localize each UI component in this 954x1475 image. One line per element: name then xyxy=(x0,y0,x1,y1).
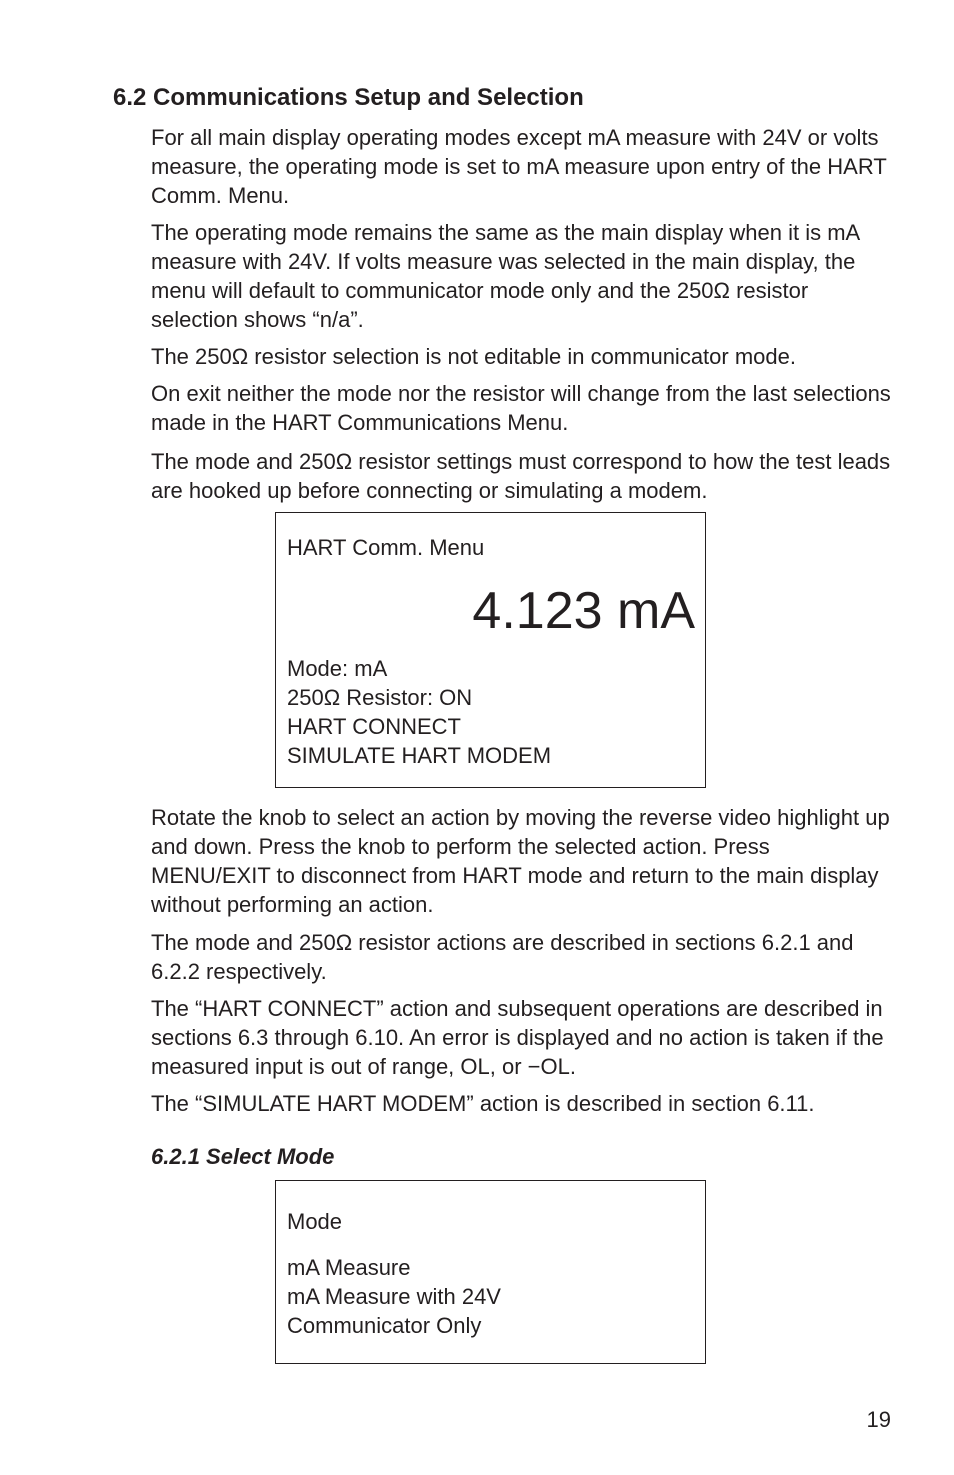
mode-option-ma-measure[interactable]: mA Measure xyxy=(287,1255,411,1280)
paragraph-on-exit: On exit neither the mode nor the resistor will change from the last selections made in the HART Communications Menu. xyxy=(151,381,891,435)
paragraph-mode-resistor-settings: The mode and 250Ω resistor settings must correspond to how the test leads are hooked up before connecting or simulating a modem. xyxy=(151,449,891,503)
paragraph-operating-mode-remains: The operating mode remains the same as the main display when it is mA measure with 24V. If volts measure was selected in the main display, the menu will default to communicator mode only and the 250Ω resistor selection shows “n/a”. xyxy=(151,220,860,332)
page-number: 19 xyxy=(866,1407,891,1432)
hart-comm-menu-display xyxy=(275,512,706,788)
menu-item-resistor[interactable]: 250Ω Resistor: ON xyxy=(287,685,473,710)
menu-item-mode[interactable]: Mode: mA xyxy=(287,656,388,681)
subsection-heading: 6.2.1 Select Mode xyxy=(151,1144,335,1169)
section-heading: 6.2 Communications Setup and Selection xyxy=(113,84,584,111)
paragraph-simulate-modem-action: The “SIMULATE HART MODEM” action is described in section 6.11. xyxy=(151,1091,815,1116)
paragraph-rotate-knob: Rotate the knob to select an action by moving the reverse video highlight up and down. Press the knob to perform the selected action. Press MENU/EXIT to disconnect from HART mode and return to the main display without performing an action. xyxy=(151,805,890,917)
mode-display xyxy=(275,1180,706,1364)
paragraph-resistor-not-editable: The 250Ω resistor selection is not editable in communicator mode. xyxy=(151,344,796,369)
paragraph-mode-resistor-actions: The mode and 250Ω resistor actions are described in sections 6.2.1 and 6.2.2 respectively. xyxy=(151,930,854,984)
mode-option-ma-measure-24v[interactable]: mA Measure with 24V xyxy=(287,1284,501,1309)
mode-display-title: Mode xyxy=(287,1209,343,1234)
paragraph-hart-connect-action: The “HART CONNECT” action and subsequent operations are described in sections 6.3 through 6.10. An error is displayed and no action is taken if the measured input is out of range, OL, or −OL. xyxy=(151,996,884,1079)
display-title: HART Comm. Menu xyxy=(287,535,485,560)
menu-item-simulate-hart-modem[interactable]: SIMULATE HART MODEM xyxy=(287,743,552,768)
menu-item-hart-connect[interactable]: HART CONNECT xyxy=(287,714,461,739)
current-reading: 4.123 mA xyxy=(472,582,695,640)
mode-option-communicator-only[interactable]: Communicator Only xyxy=(287,1313,482,1338)
paragraph-operating-mode-entry: For all main display operating modes except mA measure with 24V or volts measure, the operating mode is set to mA measure upon entry of the HART Comm. Menu. xyxy=(151,125,887,208)
